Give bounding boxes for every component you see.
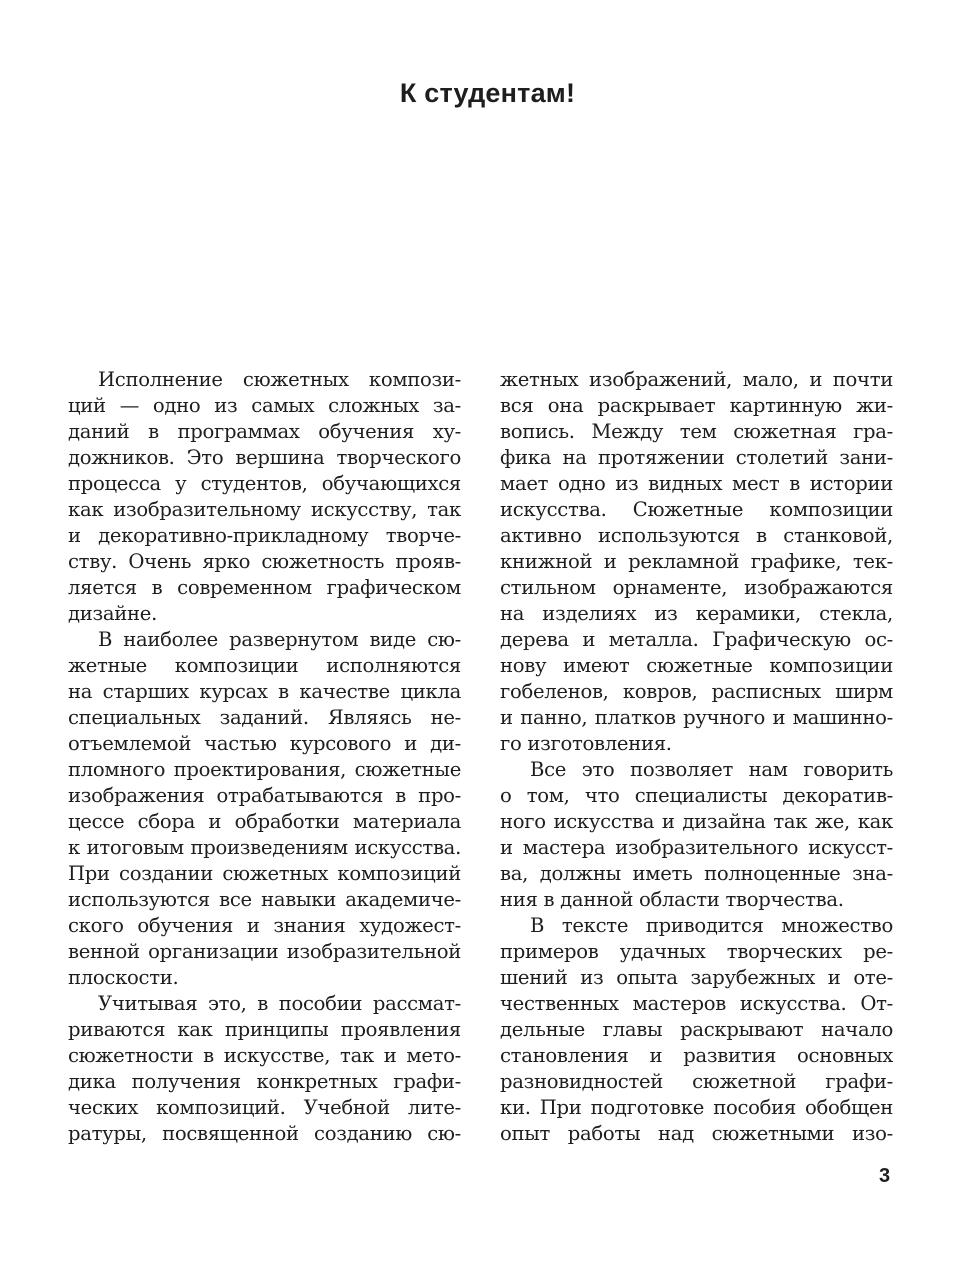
text-line: и мастера изобразительного искусст- [500,836,893,859]
text-line: дожников. Это вершина творческого [68,446,461,469]
text-line: изображения отрабатываются в про- [68,784,461,807]
text-line: опыт работы над сюжетными изо- [500,1122,893,1145]
text-line: ляется в современном графическом [68,576,461,599]
text-line: дерева и металла. Графическую ос- [500,628,893,651]
text-line: дельные главы раскрывают начало [500,1018,893,1041]
text-line: стильном орнаменте, изображаются [500,576,893,599]
text-line: плоскости. [68,966,179,989]
text-line: процесса у студентов, обучающихся [68,472,461,495]
text-line: специальных заданий. Являясь не- [68,706,461,729]
text-line: ций — одно из самых сложных за- [68,394,461,417]
right-column-paragraph [500,367,893,757]
text-line: даний в программах обучения ху- [68,420,461,443]
text-line: При создании сюжетных композиций [68,862,461,885]
text-line: фика на протяжении столетий зани- [500,446,893,469]
text-line: о том, что специалисты декоратив- [500,784,893,807]
text-line: искусства. Сюжетные композиции [500,498,893,521]
text-line: разновидностей сюжетной графи- [500,1070,893,1093]
text-line: вопись. Между тем сюжетная гра- [500,420,893,443]
text-line: как изобразительному искусству, так [68,498,461,521]
text-column-right [500,367,893,1147]
text-line: дика получения конкретных графи- [68,1070,461,1093]
page-title: К студентам! [399,78,576,108]
text-line: В тексте приводится множество [530,914,893,937]
text-line: дизайне. [68,602,158,625]
text-line: ческих композиций. Учебной лите- [68,1096,461,1119]
text-line: и панно, платков ручного и машинно- [500,706,893,729]
text-line: ния в данной области творчества. [500,888,844,911]
text-line: ва, должны иметь полноценные зна- [500,862,893,885]
text-line: и декоративно-прикладному творче- [68,524,461,547]
text-line: на старших курсах в качестве цикла [68,680,461,703]
text-column-left [68,367,461,1147]
text-line: Исполнение сюжетных компози- [98,368,461,391]
text-line: ного искусства и дизайна так же, как [500,810,893,833]
text-line: нову имеют сюжетные композиции [500,654,893,677]
left-column-paragraph [68,627,461,991]
text-line: Все это позволяет нам говорить [530,758,893,781]
text-line: цессе сбора и обработки материала [68,810,461,833]
text-line: активно используются в станковой, [500,524,893,547]
text-line: чественных мастеров искусства. От- [500,992,893,1015]
text-line: вся она раскрывает картинную жи- [500,394,893,417]
text-line: становления и развития основных [500,1044,893,1067]
text-line: шений из опыта зарубежных и оте- [500,966,893,989]
text-line: жетных изображений, мало, и почти [500,368,893,391]
text-line: на изделиях из керамики, стекла, [500,602,893,625]
text-line: го изготовления. [500,732,672,755]
right-column-paragraph [500,757,893,913]
text-line: отъемлемой частью курсового и ди- [68,732,461,755]
text-line: сюжетности в искусстве, так и мето- [68,1044,461,1067]
text-line: примеров удачных творческих ре- [500,940,893,963]
text-line: В наиболее развернутом виде сю- [98,628,461,651]
text-line: к итоговым произведениям искусства. [68,836,461,859]
text-line: ратуры, посвященной созданию сю- [68,1122,461,1145]
text-line: книжной и рекламной графике, тек- [500,550,893,573]
right-column-paragraph [500,913,893,1147]
text-line: мает одно из видных мест в истории [500,472,893,495]
text-line: гобеленов, ковров, расписных ширм [500,680,893,703]
text-line: риваются как принципы проявления [68,1018,461,1041]
left-column-paragraph [68,367,461,627]
text-line: жетные композиции исполняются [68,654,461,677]
text-line: Учитывая это, в пособии рассмат- [98,992,461,1015]
text-line: ки. При подготовке пособия обобщен [500,1096,893,1119]
text-line: венной организации изобразительной [68,940,461,963]
text-line: используются все навыки академиче- [68,888,461,911]
page-number: 3 [879,1165,891,1187]
text-line: пломного проектирования, сюжетные [68,758,461,781]
left-column-paragraph [68,991,461,1147]
text-line: ству. Очень ярко сюжетность прояв- [68,550,461,573]
text-line: ского обучения и знания художест- [68,914,461,937]
